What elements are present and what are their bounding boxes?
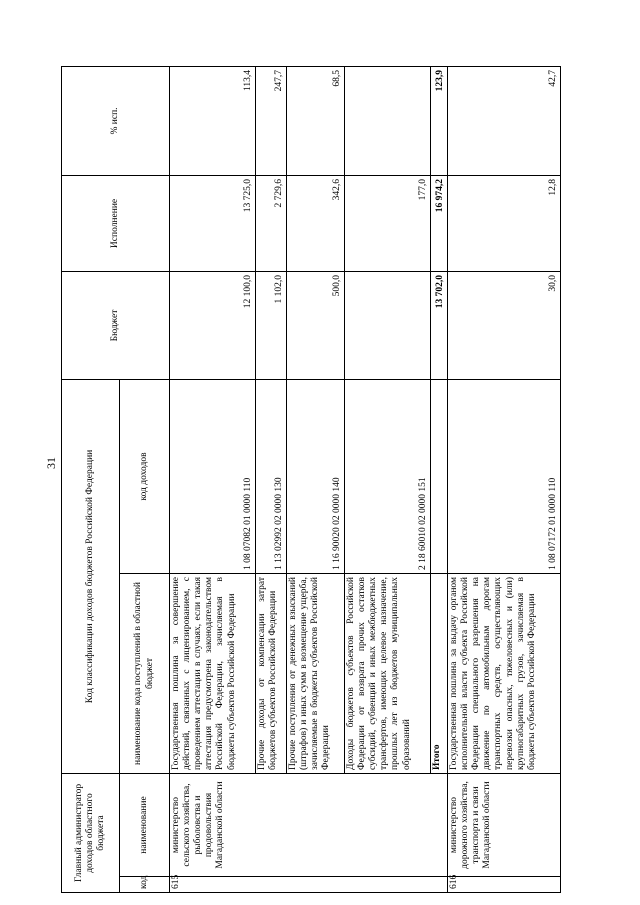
percent-cell: 113,4 bbox=[170, 66, 256, 175]
admin-code-cell: 615 bbox=[170, 877, 448, 893]
budget-header: Бюджет bbox=[62, 271, 170, 379]
income-code-cell: 1 08 07172 01 0000 110 bbox=[447, 379, 560, 573]
income-name-cell: Прочие поступления от денежных взысканий (штрафов) и иных сумм в возмещение ущерба, зачисляемые в бюджеты субъектов Российской Федерации bbox=[286, 574, 344, 774]
percent-header: % исп. bbox=[62, 66, 170, 175]
income-code-cell: 1 16 90020 02 0000 140 bbox=[286, 379, 344, 573]
total-execution-cell: 16 974,2 bbox=[430, 175, 447, 271]
execution-cell: 177,0 bbox=[344, 175, 430, 271]
percent-cell: 247,7 bbox=[255, 66, 286, 175]
percent-cell: 68,5 bbox=[286, 66, 344, 175]
execution-cell: 342,6 bbox=[286, 175, 344, 271]
kbk-group-header: Код классификации доходов бюджетов Российской Федерации bbox=[62, 379, 120, 773]
income-name-header: наименование кода поступлений в областной бюджет bbox=[120, 574, 170, 774]
income-name-cell: Доходы бюджетов субъектов Российской Федерации от возврата прочих остатков субсидий, субвенций и иных межбюджетных трансфертов, имеющих целевое назначение, прошлых лет из бюджетов муниципальных образований bbox=[344, 574, 430, 774]
table-row bbox=[344, 66, 430, 892]
income-name-cell: Государственная пошлина за выдачу органом исполнительной власти субъекта Российской Федерации специального разрешения на движение по автомобильным дорогам транспортных средств, осуществляющих перевозки опасных, тяжеловесных и (или) крупногабаритных грузов, зачисляемая в бюджеты субъектов Российской Федерации bbox=[447, 574, 560, 774]
income-code-cell: 1 08 07082 01 0000 110 bbox=[170, 379, 256, 573]
execution-header: Исполнение bbox=[62, 175, 170, 271]
budget-cell bbox=[344, 271, 430, 379]
income-name-cell: Государственная пошлина за совершение действий, связанных с лицензированием, с проведением аттестации в случаях, если такая аттестация предусмотрена законодательством Российской Федерации, зачисляемая в бюджеты субъектов Российской Федерации bbox=[170, 574, 256, 774]
page-number: 31 bbox=[44, 457, 58, 469]
income-code-cell bbox=[430, 379, 447, 573]
budget-cell: 12 100,0 bbox=[170, 271, 256, 379]
percent-cell bbox=[344, 66, 430, 175]
execution-cell: 12,8 bbox=[447, 175, 560, 271]
name-header: наименование bbox=[120, 774, 170, 877]
total-row bbox=[430, 66, 447, 892]
table-row bbox=[255, 66, 286, 892]
budget-revenue-table bbox=[61, 66, 561, 893]
admin-name-cell: министерство дорожного хозяйства, транспорта и связи Магаданской области bbox=[447, 774, 560, 877]
admin-code-cell: 616 bbox=[447, 877, 560, 893]
income-name-cell: Прочие доходы от компенсации затрат бюджетов субъектов Российской Федерации bbox=[255, 574, 286, 774]
execution-cell: 13 725,0 bbox=[170, 175, 256, 271]
budget-cell: 1 102,0 bbox=[255, 271, 286, 379]
total-budget-cell: 13 702,0 bbox=[430, 271, 447, 379]
budget-cell: 500,0 bbox=[286, 271, 344, 379]
execution-cell: 2 729,6 bbox=[255, 175, 286, 271]
total-percent-cell: 123,9 bbox=[430, 66, 447, 175]
table-row bbox=[286, 66, 344, 892]
table-row bbox=[447, 66, 560, 892]
total-label-cell: Итого bbox=[430, 574, 447, 774]
percent-cell: 42,7 bbox=[447, 66, 560, 175]
table-row bbox=[170, 66, 256, 892]
rotated-table-frame bbox=[61, 67, 561, 893]
income-code-cell: 2 18 60010 02 0000 151 bbox=[344, 379, 430, 573]
code-header: код bbox=[120, 877, 170, 893]
header-row-top bbox=[62, 66, 120, 892]
income-code-header: код доходов bbox=[120, 379, 170, 573]
admin-name-cell: министерство сельского хозяйства, рыболовства и продовольствия Магаданской области bbox=[170, 774, 448, 877]
income-code-cell: 1 13 02992 02 0000 130 bbox=[255, 379, 286, 573]
budget-cell: 30,0 bbox=[447, 271, 560, 379]
admin-group-header: Главный администратор доходов областного бюджета bbox=[62, 774, 120, 893]
